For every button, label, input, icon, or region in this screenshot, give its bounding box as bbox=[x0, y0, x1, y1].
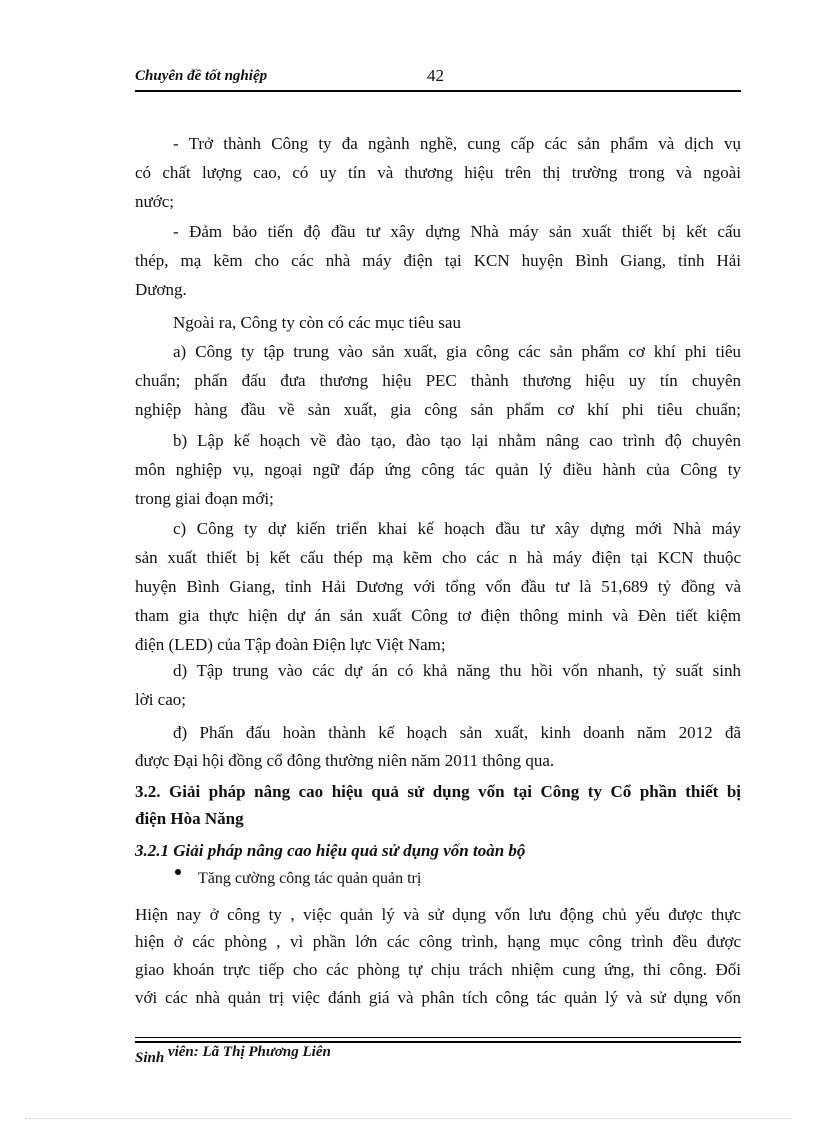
body-line: có chất lượng cao, có uy tín và thương hiệu trên thị trường trong và ngoài bbox=[135, 163, 741, 182]
body-line: nước; bbox=[135, 192, 174, 211]
body-line: - Đảm bảo tiến độ đầu tư xây dựng Nhà máy sản xuất thiết bị kết cấu bbox=[173, 222, 741, 241]
body-line: a) Công ty tập trung vào sản xuất, gia công các sản phẩm cơ khí phi tiêu bbox=[173, 342, 741, 361]
body-line: huyện Bình Giang, tỉnh Hải Dương với tổng vốn đầu tư là 51,689 tỷ đồng và bbox=[135, 577, 741, 596]
body-line: được Đại hội đồng cổ đông thường niên năm 2011 thông qua. bbox=[135, 751, 555, 770]
section-heading: điện Hòa Năng bbox=[135, 809, 244, 828]
section-heading: 3.2. Giải pháp nâng cao hiệu quả sử dụng vốn tại Công ty Cổ phần thiết bị bbox=[135, 782, 741, 801]
body-line: giao khoán trực tiếp cho các phòng tự chịu trách nhiệm cung ứng, thi công. Đối bbox=[135, 960, 741, 979]
header-title: Chuyên đề tốt nghiệp bbox=[135, 68, 268, 84]
bullet-item: Tăng cường công tác quản quản trị bbox=[198, 870, 422, 887]
body-line: với các nhà quản trị việc đánh giá và phân tích công tác quản lý và sử dụng vốn bbox=[135, 988, 741, 1007]
body-line: nghiệp hàng đầu về sản xuất, gia công sản phẩm cơ khí phi tiêu chuẩn; bbox=[135, 400, 741, 419]
body-line: chuẩn; phấn đấu đưa thương hiệu PEC thành thương hiệu uy tín chuyên bbox=[135, 371, 741, 390]
body-line: lời cao; bbox=[135, 690, 186, 709]
body-line: điện (LED) của Tập đoàn Điện lực Việt Nam; bbox=[135, 635, 446, 654]
body-line: Hiện nay ở công ty , việc quản lý và sử dụng vốn lưu động chủ yếu được thực bbox=[135, 905, 741, 924]
footer-label: Sinh bbox=[135, 1050, 165, 1066]
body-line: sản xuất thiết bị kết cấu thép mạ kẽm cho các n hà máy điện tại KCN thuộc bbox=[135, 548, 741, 567]
body-line: - Trở thành Công ty đa ngành nghề, cung cấp các sản phẩm và dịch vụ bbox=[173, 134, 741, 153]
page-number: 42 bbox=[427, 66, 444, 85]
body-line: Dương. bbox=[135, 280, 187, 299]
page-header bbox=[135, 68, 741, 92]
footer-rule bbox=[135, 1037, 741, 1038]
footer-rule bbox=[135, 1041, 741, 1043]
page-footer bbox=[135, 1044, 331, 1066]
body-line: tham gia thực hiện dự án sản xuất Công tơ điện thông minh và Đèn tiết kiệm bbox=[135, 606, 741, 625]
body-line: đ) Phấn đấu hoàn thành kế hoạch sản xuất, kinh doanh năm 2012 đã bbox=[173, 723, 741, 742]
subsection-heading: 3.2.1 Giải pháp nâng cao hiệu quả sử dụng vốn toàn bộ bbox=[135, 841, 526, 860]
footer-author: viên: Lã Thị Phương Liên bbox=[167, 1044, 331, 1060]
body-line: c) Công ty dự kiến triển khai kế hoạch đầu tư xây dựng mới Nhà máy bbox=[173, 519, 741, 538]
body-line: Ngoài ra, Công ty còn có các mục tiêu sau bbox=[173, 313, 461, 332]
body-line: b) Lập kế hoạch về đào tạo, đào tạo lại nhằm nâng cao trình độ chuyên bbox=[173, 431, 741, 450]
body-line: thép, mạ kẽm cho các nhà máy điện tại KCN huyện Bình Giang, tỉnh Hải bbox=[135, 251, 741, 270]
body-line: trong giai đoạn mới; bbox=[135, 489, 274, 508]
body-line: môn nghiệp vụ, ngoại ngữ đáp ứng công tác quản lý điều hành của Công ty bbox=[135, 460, 741, 479]
body-line: hiện ở các phòng , vì phần lớn các công trình, hạng mục công trình đều được bbox=[135, 932, 741, 951]
page-edge-divider bbox=[25, 1118, 791, 1119]
body-line: d) Tập trung vào các dự án có khả năng thu hồi vốn nhanh, tỷ suất sinh bbox=[173, 661, 741, 680]
bullet-icon bbox=[175, 869, 181, 875]
